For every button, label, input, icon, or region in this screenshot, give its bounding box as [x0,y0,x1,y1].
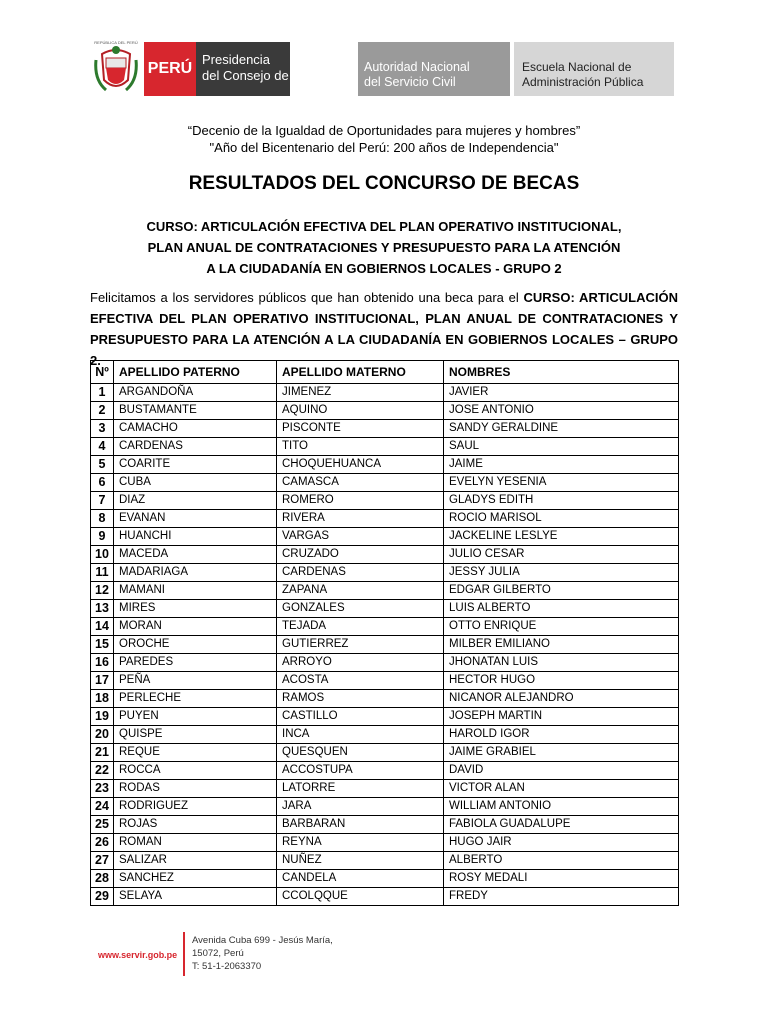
cell-paternal-surname: BUSTAMANTE [114,402,277,420]
cell-names: ROCIO MARISOL [444,510,679,528]
cell-maternal-surname: CANDELA [277,870,444,888]
motto-line-2: "Año del Bicentenario del Perú: 200 años de Independencia" [209,140,559,155]
cell-number: 24 [91,798,114,816]
cell-paternal-surname: ROJAS [114,816,277,834]
table-row [91,582,679,600]
enap-name [522,60,643,90]
table-row [91,654,679,672]
cell-paternal-surname: ARGANDOÑA [114,384,277,402]
cell-names: FREDY [444,888,679,906]
table-row [91,780,679,798]
servir-name [364,60,470,90]
table-row [91,528,679,546]
cell-maternal-surname: CHOQUEHUANCA [277,456,444,474]
cell-maternal-surname: ACOSTA [277,672,444,690]
cell-paternal-surname: MIRES [114,600,277,618]
cell-number: 8 [91,510,114,528]
pcm-logo [144,42,345,96]
cell-paternal-surname: RODAS [114,780,277,798]
cell-names: JACKELINE LESLYE [444,528,679,546]
cell-maternal-surname: CCOLQQUE [277,888,444,906]
table-row [91,600,679,618]
table-row [91,636,679,654]
cell-number: 19 [91,708,114,726]
cell-names: FABIOLA GUADALUPE [444,816,679,834]
cell-paternal-surname: CAMACHO [114,420,277,438]
cell-paternal-surname: CUBA [114,474,277,492]
intro-lead: Felicitamos a los servidores públicos que han obtenido una beca para el [90,290,524,305]
cell-names: ALBERTO [444,852,679,870]
footer-website[interactable]: www.servir.gob.pe [98,950,178,960]
cell-names: SANDY GERALDINE [444,420,679,438]
address-line-2: 15072, Perú [192,948,244,959]
footer-address [192,934,333,973]
cell-names: OTTO ENRIQUE [444,618,679,636]
cell-paternal-surname: MORAN [114,618,277,636]
cell-names: EVELYN YESENIA [444,474,679,492]
cell-names: VICTOR ALAN [444,780,679,798]
cell-names: ROSY MEDALI [444,870,679,888]
table-row [91,492,679,510]
cell-number: 12 [91,582,114,600]
cell-number: 11 [91,564,114,582]
intro-course: CURSO: ARTICULACIÓN EFECTIVA DEL PLAN OPERATIVO INSTITUCIONAL, PLAN ANUAL DE CONTRATACIONES Y PRESUPUESTO PARA LA ATENCIÓN A LA CIUDADANÍA EN GOBIERNOS LOCALES – GRUPO 2. [90,290,678,368]
cell-paternal-surname: DIAZ [114,492,277,510]
cell-paternal-surname: ROCCA [114,762,277,780]
cell-names: HAROLD IGOR [444,726,679,744]
cell-number: 21 [91,744,114,762]
table-row [91,762,679,780]
cell-paternal-surname: HUANCHI [114,528,277,546]
cell-names: JAIME [444,456,679,474]
cell-names: EDGAR GILBERTO [444,582,679,600]
footer-divider [183,932,185,976]
cell-names: SAUL [444,438,679,456]
table-row [91,672,679,690]
cell-maternal-surname: NUÑEZ [277,852,444,870]
cell-paternal-surname: MAMANI [114,582,277,600]
coat-of-arms-icon [94,40,138,98]
cell-names: DAVID [444,762,679,780]
course-title [0,216,768,279]
enap-line1: Escuela Nacional de [522,60,632,74]
table-row [91,384,679,402]
course-line-1: CURSO: ARTICULACIÓN EFECTIVA DEL PLAN OPERATIVO INSTITUCIONAL, [146,219,622,234]
cell-maternal-surname: RAMOS [277,690,444,708]
cell-maternal-surname: GUTIERREZ [277,636,444,654]
table-row [91,888,679,906]
cell-maternal-surname: CASTILLO [277,708,444,726]
cell-maternal-surname: INCA [277,726,444,744]
address-line-1: Avenida Cuba 699 - Jesús María, [192,935,333,946]
servir-line1: Autoridad Nacional [364,60,470,74]
cell-paternal-surname: PEÑA [114,672,277,690]
cell-paternal-surname: SELAYA [114,888,277,906]
cell-number: 4 [91,438,114,456]
cell-number: 7 [91,492,114,510]
cell-names: JOSEPH MARTIN [444,708,679,726]
table-row [91,708,679,726]
table-row [91,726,679,744]
cell-maternal-surname: REYNA [277,834,444,852]
cell-maternal-surname: VARGAS [277,528,444,546]
cell-names: JAVIER [444,384,679,402]
enap-line2: Administración Pública [522,75,644,89]
cell-number: 20 [91,726,114,744]
cell-maternal-surname: TEJADA [277,618,444,636]
document-title: RESULTADOS DEL CONCURSO DE BECAS [188,173,580,194]
cell-number: 2 [91,402,114,420]
cell-names: GLADYS EDITH [444,492,679,510]
cell-paternal-surname: QUISPE [114,726,277,744]
intro-paragraph [90,287,678,371]
cell-maternal-surname: GONZALES [277,600,444,618]
cell-paternal-surname: RODRIGUEZ [114,798,277,816]
cell-maternal-surname: CAMASCA [277,474,444,492]
table-row [91,690,679,708]
cell-maternal-surname: JARA [277,798,444,816]
header-maternal-surname: APELLIDO MATERNO [277,361,444,384]
cell-number: 23 [91,780,114,798]
peru-logo-text: PERÚ [144,42,196,96]
cell-number: 9 [91,528,114,546]
header-logos [94,40,674,98]
cell-paternal-surname: PAREDES [114,654,277,672]
cell-number: 16 [91,654,114,672]
pcm-line2: del Consejo de Ministros [202,68,345,83]
cell-maternal-surname: ARROYO [277,654,444,672]
cell-names: LUIS ALBERTO [444,600,679,618]
table-row [91,816,679,834]
cell-number: 28 [91,870,114,888]
cell-maternal-surname: LATORRE [277,780,444,798]
cell-names: JESSY JULIA [444,564,679,582]
address-line-3: T: 51-1-2063370 [192,961,262,972]
header-number: Nº [91,361,114,384]
cell-paternal-surname: PUYEN [114,708,277,726]
header-names: NOMBRES [444,361,679,384]
table-row [91,474,679,492]
cell-paternal-surname: SALIZAR [114,852,277,870]
mottos [0,122,768,156]
table-row [91,618,679,636]
cell-paternal-surname: MADARIAGA [114,564,277,582]
cell-paternal-surname: OROCHE [114,636,277,654]
course-line-2: PLAN ANUAL DE CONTRATACIONES Y PRESUPUESTO PARA LA ATENCIÓN [147,240,621,255]
cell-number: 15 [91,636,114,654]
cell-paternal-surname: EVANAN [114,510,277,528]
cell-number: 13 [91,600,114,618]
cell-number: 10 [91,546,114,564]
cell-names: NICANOR ALEJANDRO [444,690,679,708]
cell-names: JHONATAN LUIS [444,654,679,672]
cell-paternal-surname: SANCHEZ [114,870,277,888]
seal-label: REPÚBLICA DEL PERÚ [94,40,138,45]
table-row [91,744,679,762]
footer [0,932,768,982]
pcm-line1: Presidencia [202,52,270,67]
cell-names: HECTOR HUGO [444,672,679,690]
table-row [91,546,679,564]
cell-names: HUGO JAIR [444,834,679,852]
cell-maternal-surname: AQUINO [277,402,444,420]
table-row [91,798,679,816]
cell-names: JOSE ANTONIO [444,402,679,420]
servir-line2: del Servicio Civil [364,75,456,89]
cell-names: WILLIAM ANTONIO [444,798,679,816]
cell-number: 3 [91,420,114,438]
cell-number: 27 [91,852,114,870]
cell-number: 14 [91,618,114,636]
cell-names: JAIME GRABIEL [444,744,679,762]
table-row [91,438,679,456]
cell-maternal-surname: ROMERO [277,492,444,510]
servir-logo [358,42,510,96]
cell-number: 6 [91,474,114,492]
cell-paternal-surname: ROMAN [114,834,277,852]
cell-maternal-surname: PISCONTE [277,420,444,438]
results-table [90,360,679,906]
cell-maternal-surname: TITO [277,438,444,456]
cell-number: 18 [91,690,114,708]
table-row [91,510,679,528]
table-body [91,384,679,906]
motto-line-1: “Decenio de la Igualdad de Oportunidades para mujeres y hombres” [187,123,581,138]
course-line-3: A LA CIUDADANÍA EN GOBIERNOS LOCALES - GRUPO 2 [206,261,562,276]
cell-number: 1 [91,384,114,402]
cell-maternal-surname: JIMENEZ [277,384,444,402]
pcm-name [202,52,344,84]
cell-names: MILBER EMILIANO [444,636,679,654]
table-header-row [91,361,679,384]
header-paternal-surname: APELLIDO PATERNO [114,361,277,384]
cell-maternal-surname: RIVERA [277,510,444,528]
table-row [91,870,679,888]
cell-paternal-surname: MACEDA [114,546,277,564]
cell-paternal-surname: PERLECHE [114,690,277,708]
cell-names: JULIO CESAR [444,546,679,564]
cell-number: 5 [91,456,114,474]
cell-paternal-surname: COARITE [114,456,277,474]
cell-paternal-surname: CARDENAS [114,438,277,456]
cell-maternal-surname: CRUZADO [277,546,444,564]
table-row [91,456,679,474]
cell-maternal-surname: CARDENAS [277,564,444,582]
table-row [91,402,679,420]
table-row [91,564,679,582]
cell-number: 29 [91,888,114,906]
table-row [91,834,679,852]
table-row [91,852,679,870]
cell-number: 17 [91,672,114,690]
cell-maternal-surname: BARBARAN [277,816,444,834]
cell-paternal-surname: REQUE [114,744,277,762]
cell-maternal-surname: ZAPANA [277,582,444,600]
enap-logo [514,42,674,96]
cell-number: 26 [91,834,114,852]
cell-number: 22 [91,762,114,780]
cell-maternal-surname: ACCOSTUPA [277,762,444,780]
cell-maternal-surname: QUESQUEN [277,744,444,762]
cell-number: 25 [91,816,114,834]
table-row [91,420,679,438]
